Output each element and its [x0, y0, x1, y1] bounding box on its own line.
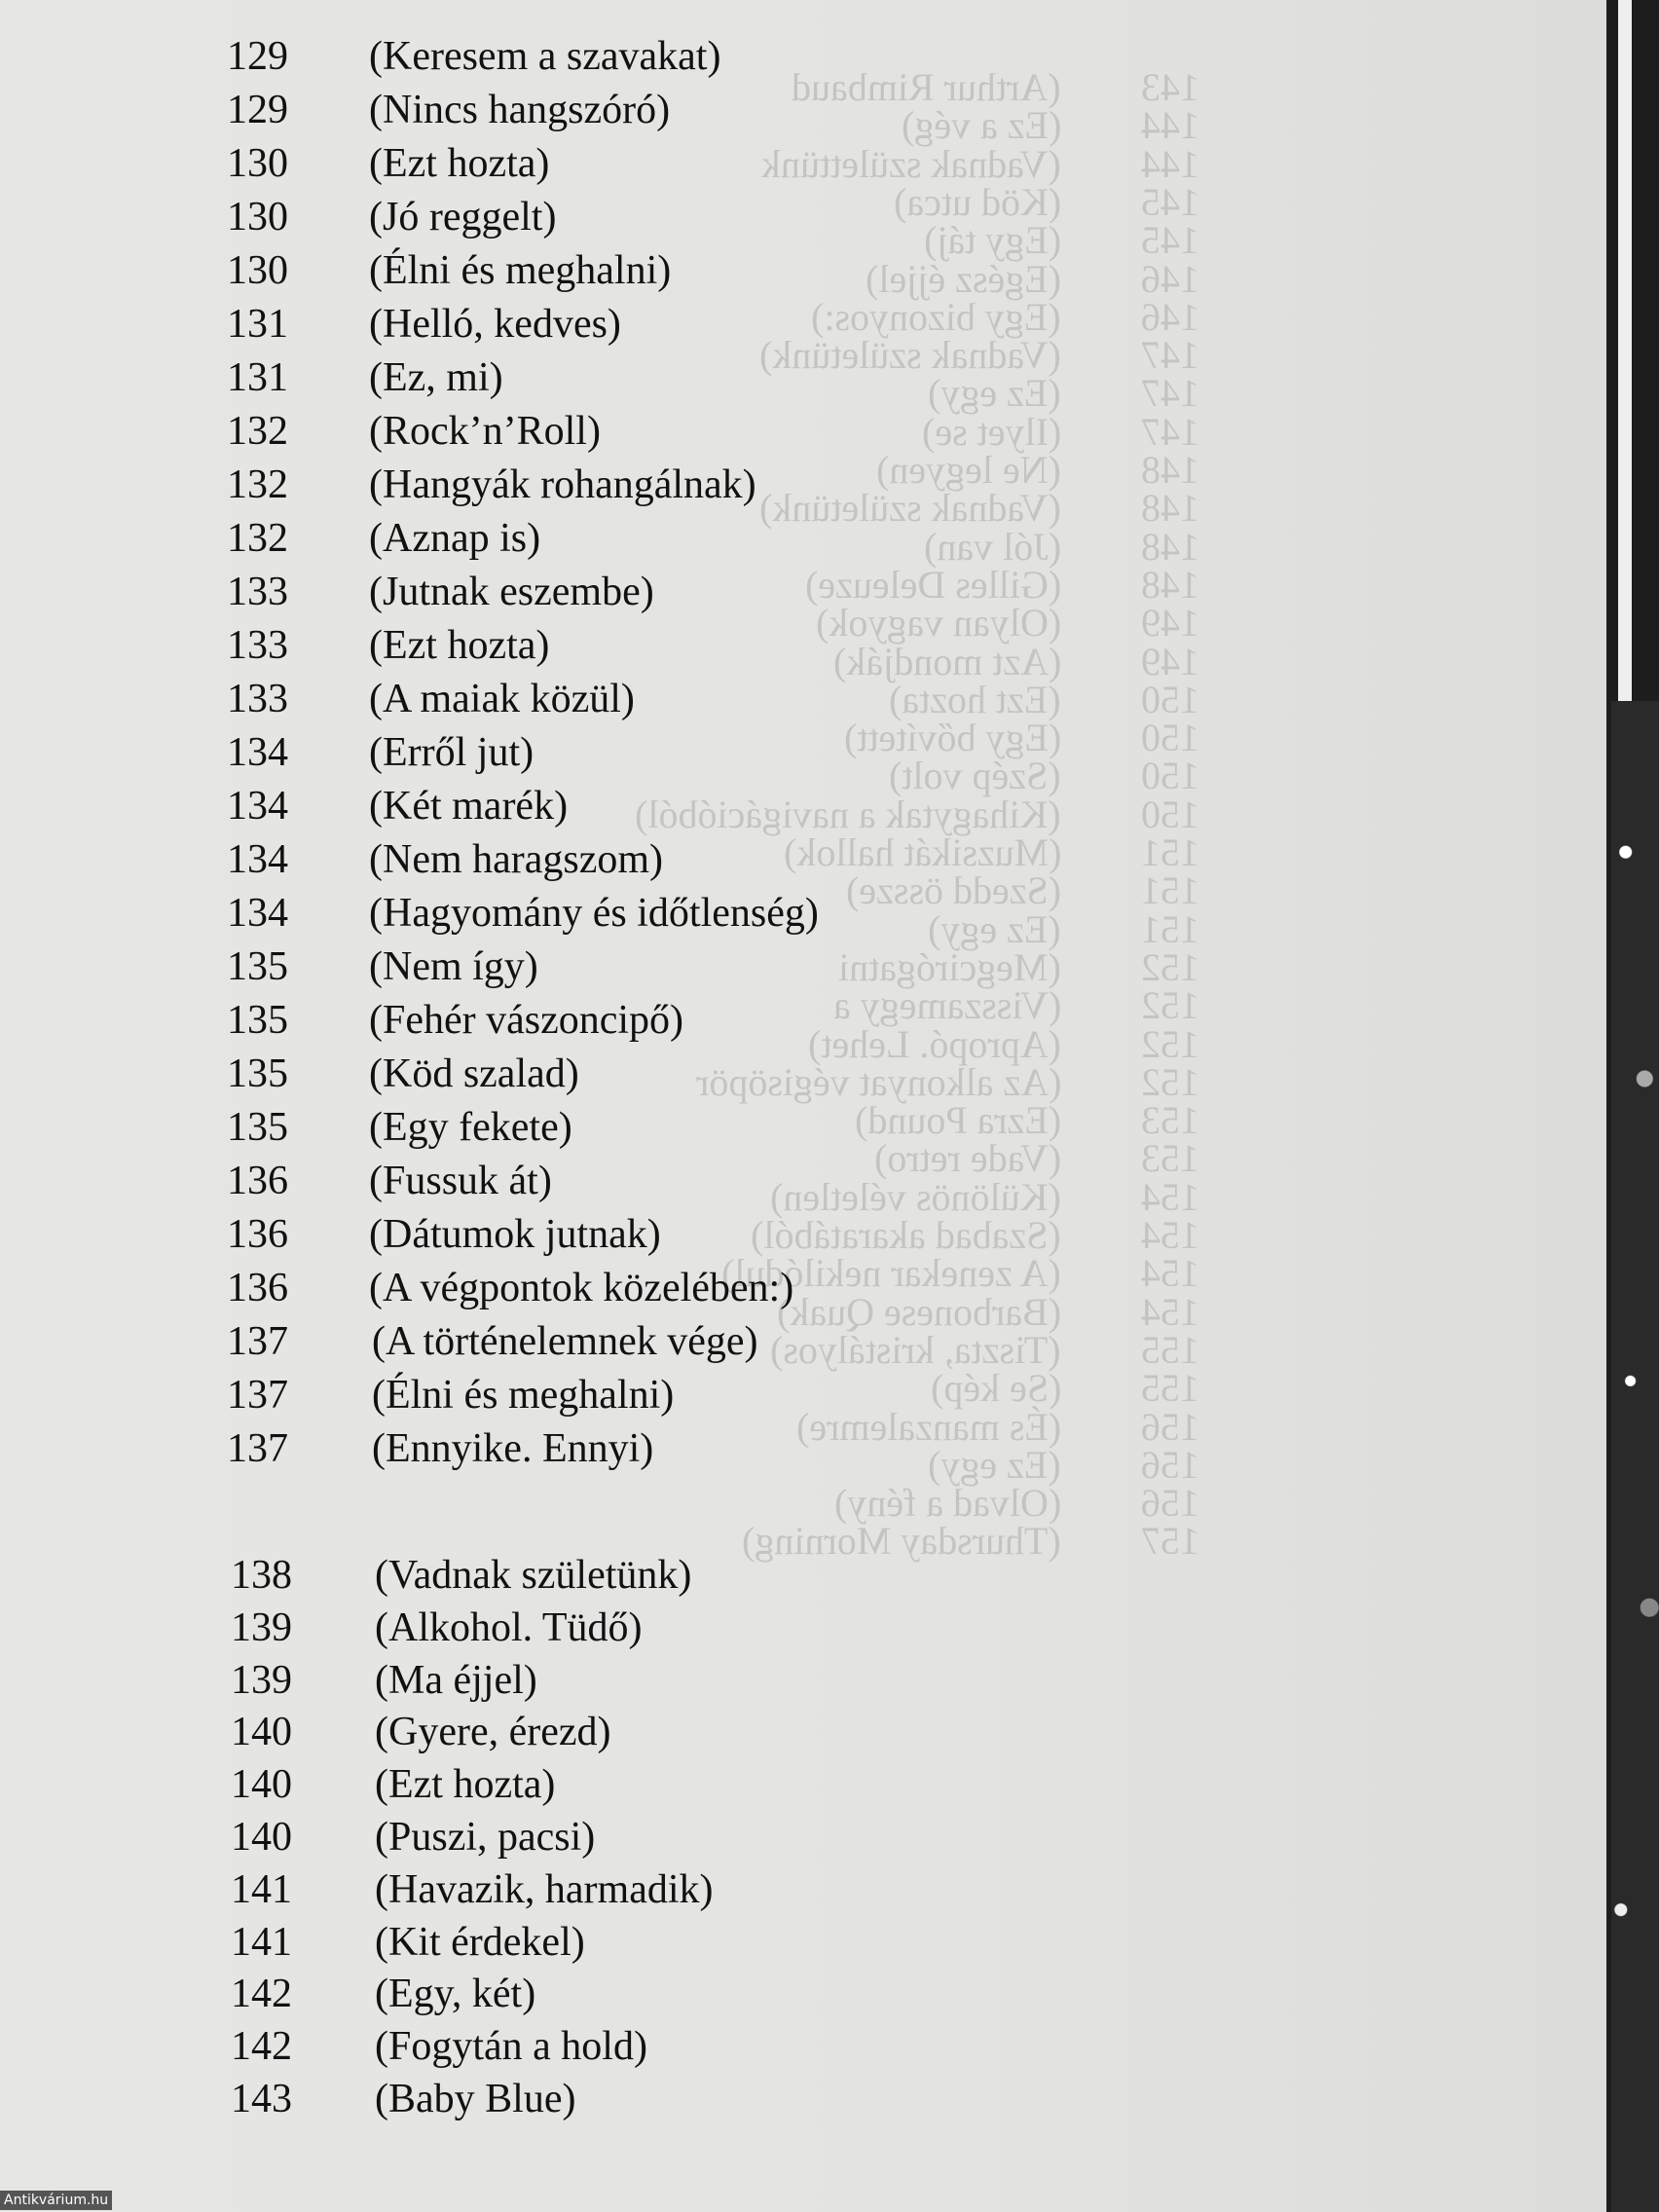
ghost-title: (Vadnak születünk)	[759, 333, 1061, 378]
toc-title: (Élni és meghalni)	[372, 1373, 675, 1418]
toc-entry	[0, 33, 974, 80]
toc-title: (A végpontok közelében:)	[369, 1266, 794, 1310]
toc-title: (Ma éjjel)	[375, 1657, 537, 1703]
toc-page-number: 133	[227, 623, 288, 668]
toc-entry	[0, 1814, 974, 1861]
ghost-page-number: 148	[1141, 486, 1199, 531]
toc-title: (Kit érdekel)	[375, 1919, 585, 1965]
ghost-page-number: 147	[1141, 409, 1199, 454]
ghost-page-number: 157	[1141, 1519, 1199, 1564]
ghost-page-number: 152	[1141, 944, 1199, 989]
toc-entry	[0, 1761, 974, 1808]
toc-page-number: 134	[227, 837, 288, 882]
toc-page-number: 129	[227, 88, 288, 132]
ghost-title: (Kihagytak a navigációból)	[635, 792, 1061, 836]
toc-title: (Puszi, pacsi)	[375, 1815, 596, 1860]
toc-entry	[0, 247, 974, 294]
ghost-page-number: 156	[1141, 1481, 1199, 1526]
toc-page-number: 132	[227, 516, 288, 561]
toc-title: (Ezt hozta)	[375, 1762, 556, 1808]
toc-title: (Jutnak eszembe)	[369, 570, 654, 614]
ghost-page-number: 148	[1141, 448, 1199, 492]
ghost-title: (Egy bizonyos:)	[811, 294, 1061, 339]
toc-page-number: 142	[231, 1972, 292, 2017]
toc-entry	[0, 1919, 974, 1966]
toc-page-number: 143	[231, 2077, 292, 2121]
toc-title: (Nem így)	[369, 944, 538, 989]
toc-entry	[0, 2076, 974, 2122]
ghost-title: (Visszamegy a	[832, 983, 1061, 1028]
ghost-title: (Olvad a fény)	[833, 1481, 1061, 1526]
toc-page-number: 140	[231, 1762, 292, 1808]
ghost-page-number: 148	[1141, 562, 1199, 607]
ghost-title: (Szép volt)	[889, 754, 1061, 798]
toc-title: (Helló, kedves)	[369, 302, 621, 347]
ghost-title: (Egy bővített)	[843, 716, 1061, 760]
ghost-page-number: 146	[1141, 294, 1199, 339]
ghost-page-number: 155	[1141, 1366, 1199, 1411]
toc-page-number: 135	[227, 998, 288, 1043]
toc-entry	[0, 729, 974, 776]
toc-title: (Baby Blue)	[375, 2077, 576, 2121]
ghost-page-number: 154	[1141, 1213, 1199, 1257]
toc-title: (Alkohol. Tüdő)	[375, 1604, 643, 1650]
toc-page-number: 134	[227, 891, 288, 936]
ghost-title: (Ezra Pound)	[854, 1098, 1061, 1143]
ghost-title: (Vadnak születünk)	[759, 486, 1061, 531]
toc-page-number: 129	[227, 34, 288, 79]
ghost-title: (Megcirógatni	[838, 944, 1061, 989]
toc-page-number: 131	[227, 355, 288, 400]
toc-title: (Gyere, érezd)	[375, 1710, 611, 1755]
toc-entry	[0, 1104, 974, 1151]
toc-title: (Fehér vászoncipő)	[369, 998, 684, 1043]
ghost-page-number: 145	[1141, 179, 1199, 224]
ghost-page-number: 147	[1141, 371, 1199, 416]
ghost-page-number: 143	[1141, 65, 1199, 109]
ghost-page-number: 153	[1141, 1098, 1199, 1143]
toc-entry	[0, 943, 974, 990]
ghost-title: (Ez egy)	[928, 1442, 1061, 1487]
watermark-label: Antikvárium.hu	[0, 2191, 112, 2210]
toc-entry	[0, 301, 974, 348]
toc-title: (Hangyák rohangálnak)	[369, 462, 756, 507]
toc-page-number: 142	[231, 2024, 292, 2070]
toc-title: (Egy, két)	[375, 1972, 536, 2017]
ghost-title: (Se kép)	[930, 1366, 1061, 1411]
ghost-title: (Ez a vég)	[901, 103, 1061, 148]
toc-entry	[0, 1158, 974, 1204]
toc-title: (Ezt hozta)	[369, 141, 550, 186]
toc-title: (Jó reggelt)	[369, 195, 557, 240]
toc-entry	[0, 836, 974, 883]
ghost-page-number: 147	[1141, 333, 1199, 378]
toc-title: (Dátumok jutnak)	[369, 1212, 661, 1257]
toc-entry	[0, 408, 974, 455]
ghost-page-number: 144	[1141, 103, 1199, 148]
ghost-title: (Ilyet se)	[921, 409, 1061, 454]
ghost-title: (Azt mondják)	[832, 639, 1061, 683]
toc-entry	[0, 515, 974, 562]
ghost-page-number: 150	[1141, 754, 1199, 798]
toc-title: (Ezt hozta)	[369, 623, 550, 668]
toc-page-number: 136	[227, 1212, 288, 1257]
ghost-title: (Ez egy)	[928, 906, 1061, 951]
ghost-title: (Különös véletlen)	[770, 1174, 1061, 1219]
ghost-title: (Szabad akaratából)	[751, 1213, 1061, 1257]
toc-entry	[0, 997, 974, 1044]
toc-title: (Rock’n’Roll)	[369, 409, 601, 454]
toc-page-number: 137	[227, 1373, 288, 1418]
toc-entry	[0, 1425, 974, 1472]
ghost-page-number: 154	[1141, 1251, 1199, 1296]
toc-page-number: 137	[227, 1426, 288, 1471]
toc-entry	[0, 1372, 974, 1419]
toc-entry	[0, 569, 974, 615]
toc-entry	[0, 1709, 974, 1755]
toc-page-number: 135	[227, 944, 288, 989]
ghost-page-number: 150	[1141, 792, 1199, 836]
toc-title: (Nem haragszom)	[369, 837, 664, 882]
ghost-title: (Olyan vagyok)	[815, 601, 1061, 645]
ghost-page-number: 151	[1141, 830, 1199, 874]
toc-title: (Havazik, harmadik)	[375, 1866, 714, 1912]
ghost-title: (Egész éjjel)	[866, 256, 1061, 301]
toc-title: (Élni és meghalni)	[369, 248, 672, 293]
toc-entry	[0, 194, 974, 240]
ghost-page-number: 156	[1141, 1442, 1199, 1487]
toc-entry	[0, 622, 974, 669]
toc-title: (Köd szalad)	[369, 1051, 579, 1096]
toc-entry	[0, 890, 974, 937]
toc-title: (Fussuk át)	[369, 1159, 552, 1203]
toc-page-number: 135	[227, 1105, 288, 1150]
toc-page-number: 141	[231, 1866, 292, 1912]
ghost-page-number: 152	[1141, 983, 1199, 1028]
ghost-page-number: 150	[1141, 716, 1199, 760]
toc-entry	[0, 1318, 974, 1365]
toc-entry	[0, 354, 974, 401]
toc-entry	[0, 783, 974, 830]
toc-page-number: 130	[227, 141, 288, 186]
toc-title: (Aznap is)	[369, 516, 541, 561]
ghost-page-number: 144	[1141, 141, 1199, 186]
toc-entry	[0, 1051, 974, 1097]
ghost-title: (Az alkonyat végisöpör	[695, 1059, 1061, 1104]
toc-page-number: 134	[227, 784, 288, 829]
toc-page-number: 130	[227, 248, 288, 293]
toc-entry	[0, 461, 974, 508]
ghost-title: (Apropó. Lehet)	[808, 1021, 1061, 1066]
ghost-page-number: 155	[1141, 1327, 1199, 1372]
toc-title: (Nincs hangszóró)	[369, 88, 671, 132]
ghost-title: (Ne legyen)	[876, 448, 1061, 492]
ghost-page-number: 146	[1141, 256, 1199, 301]
toc-title: (Hagyomány és időtlenség)	[369, 891, 819, 936]
toc-entry	[0, 676, 974, 722]
toc-page-number: 137	[227, 1319, 288, 1364]
toc-page-number: 130	[227, 195, 288, 240]
ghost-title: (Gilles Deleuze)	[804, 562, 1061, 607]
toc-title: (Egy fekete)	[369, 1105, 572, 1150]
ghost-title: (Barbonese Quak)	[776, 1289, 1061, 1334]
toc-page-number: 140	[231, 1710, 292, 1755]
toc-title: (A történelemnek vége)	[372, 1319, 758, 1364]
ghost-page-number: 153	[1141, 1136, 1199, 1181]
toc-entry	[0, 1604, 974, 1651]
ghost-title: (Ezt hozta)	[889, 677, 1061, 721]
ghost-page-number: 156	[1141, 1404, 1199, 1449]
toc-page-number: 136	[227, 1266, 288, 1310]
ghost-title: (Köd utca)	[893, 179, 1061, 224]
toc-page-number: 134	[227, 730, 288, 775]
ghost-title: (Arthur Rimbaud	[792, 65, 1061, 109]
toc-entry	[0, 1971, 974, 2017]
ghost-page-number: 148	[1141, 524, 1199, 569]
toc-page-number: 133	[227, 677, 288, 721]
ghost-page-number: 151	[1141, 906, 1199, 951]
toc-entry	[0, 1657, 974, 1704]
ghost-page-number: 149	[1141, 601, 1199, 645]
toc-page-number: 131	[227, 302, 288, 347]
toc-title: (Fogytán a hold)	[375, 2024, 647, 2070]
ghost-title: (Jól van)	[923, 524, 1061, 569]
cover-pattern	[1611, 701, 1659, 2212]
toc-page-number: 133	[227, 570, 288, 614]
toc-page-number: 141	[231, 1919, 292, 1965]
toc-title: (Keresem a szavakat)	[369, 34, 721, 79]
ghost-title: (Vade retro)	[873, 1136, 1061, 1181]
toc-page-number: 135	[227, 1051, 288, 1096]
ghost-title: (Egy táj)	[923, 218, 1061, 263]
toc-page-number: 132	[227, 409, 288, 454]
ghost-page-number: 145	[1141, 218, 1199, 263]
toc-title: (Ez, mi)	[369, 355, 503, 400]
ghost-title: (Vadnak születtünk	[761, 141, 1061, 186]
ghost-title: (Szedd össze)	[845, 868, 1061, 913]
toc-page-number: 139	[231, 1604, 292, 1650]
toc-title: (Vadnak születünk)	[375, 1553, 692, 1598]
toc-entry	[0, 1265, 974, 1311]
toc-title: (Ennyike. Ennyi)	[372, 1426, 654, 1471]
ghost-page-number: 152	[1141, 1059, 1199, 1104]
toc-page-number: 140	[231, 1815, 292, 1860]
ghost-title: (Ez egy)	[928, 371, 1061, 416]
toc-title: (Erről jut)	[369, 730, 535, 775]
toc-title: (Két marék)	[369, 784, 569, 829]
toc-page-number: 132	[227, 462, 288, 507]
ghost-title: (Muzsikát hallok)	[783, 830, 1061, 874]
toc-entry	[0, 1211, 974, 1258]
toc-page-number: 138	[231, 1553, 292, 1598]
toc-entry	[0, 2023, 974, 2070]
ghost-page-number: 152	[1141, 1021, 1199, 1066]
ghost-page-number: 151	[1141, 868, 1199, 913]
toc-entry	[0, 87, 974, 133]
ghost-page-number: 149	[1141, 639, 1199, 683]
toc-entry	[0, 1552, 974, 1599]
ghost-page-number: 154	[1141, 1289, 1199, 1334]
ghost-page-number: 154	[1141, 1174, 1199, 1219]
ghost-title: (A zenekar nekilódul)	[721, 1251, 1061, 1296]
ghost-page-number: 150	[1141, 677, 1199, 721]
toc-page-number: 139	[231, 1657, 292, 1703]
ghost-title: (Tiszta, kristályos)	[770, 1327, 1061, 1372]
toc-entry	[0, 1866, 974, 1913]
ghost-title: (Thursday Morning)	[742, 1519, 1061, 1564]
toc-entry	[0, 140, 974, 187]
ghost-title: (És manzalemre)	[795, 1404, 1061, 1449]
toc-title: (A maiak közül)	[369, 677, 635, 721]
toc-page-number: 136	[227, 1159, 288, 1203]
